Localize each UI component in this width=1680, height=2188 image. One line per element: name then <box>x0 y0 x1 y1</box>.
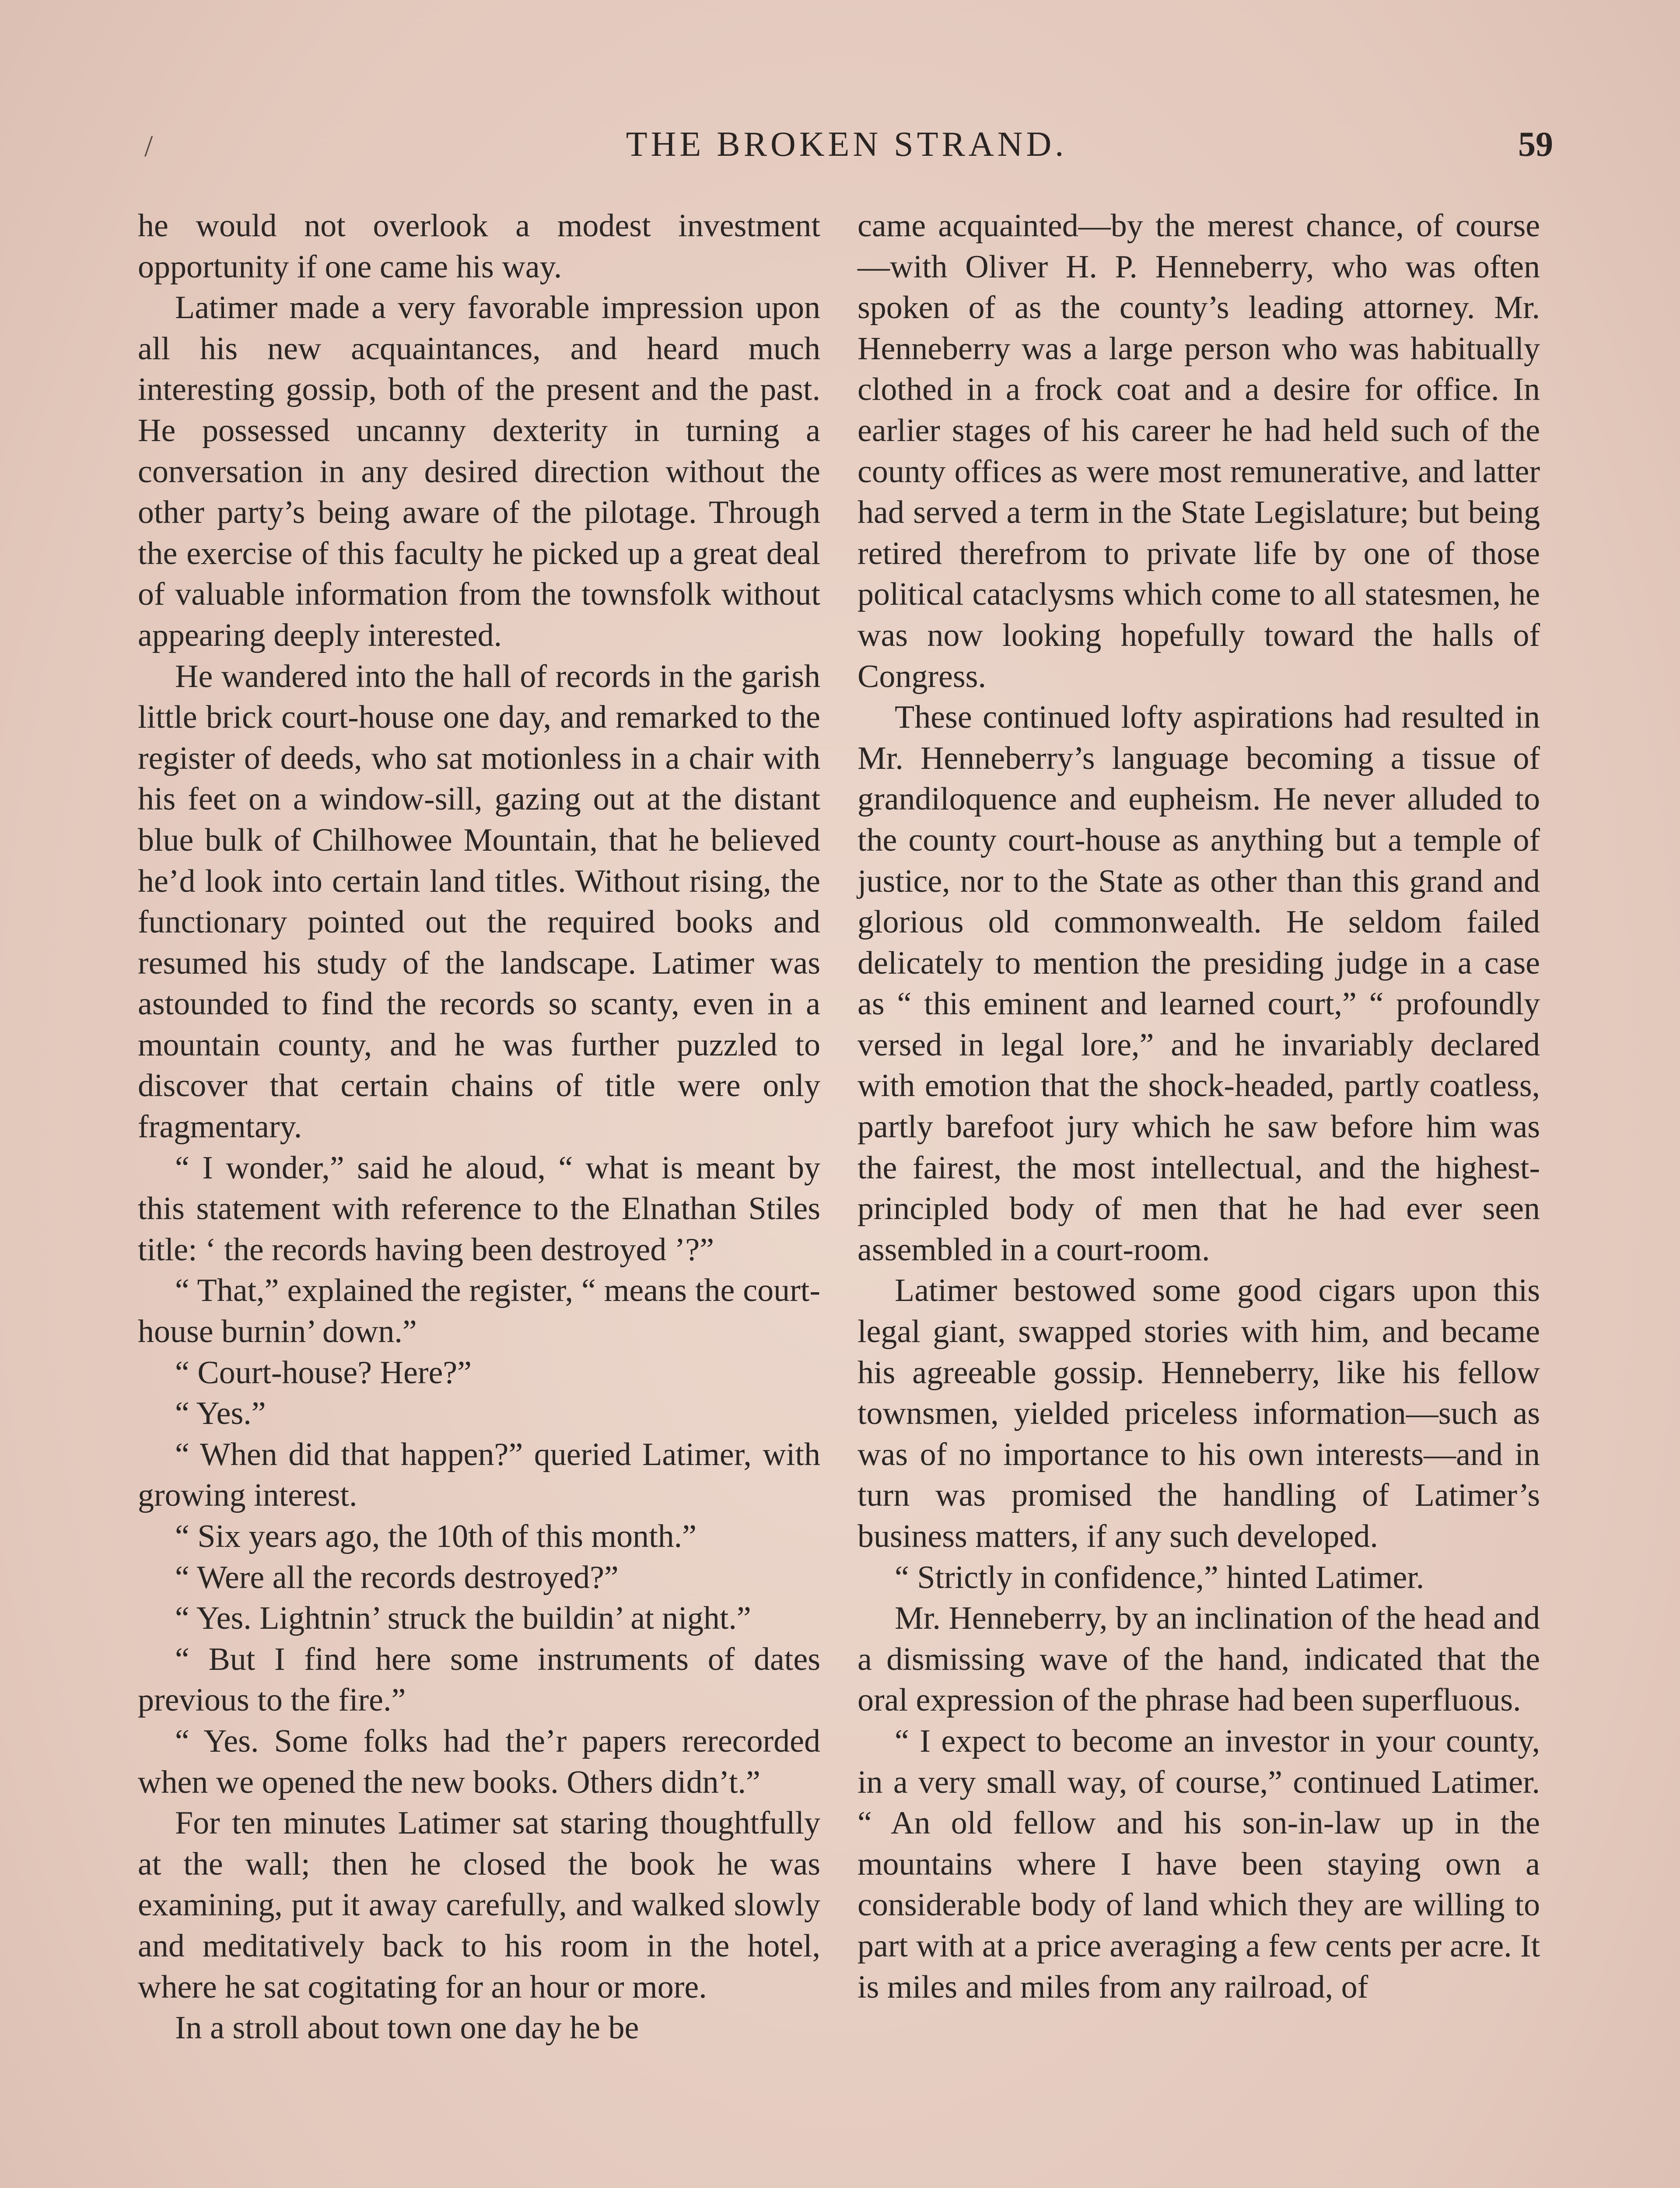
paragraph: “ Yes.” <box>175 1396 266 1432</box>
left-column <box>138 206 820 2049</box>
paragraph: “ That,” explained the register, “ means the court-house burnin’ down.” <box>138 1273 820 1350</box>
paragraph: Mr. Henneberry, by an inclination of the head and a dismissing wave of the hand, indicated that the oral expression of the phrase had been superfluous. <box>858 1600 1540 1718</box>
paragraph: “ I wonder,” said he aloud, “ what is meant by this statement with reference to the Elnathan Stiles title: ‘ the records having been destroyed ’?” <box>138 1150 820 1268</box>
paragraph: “ Yes. Lightnin’ struck the buildin’ at night.” <box>175 1600 751 1637</box>
margin-mark: / <box>144 130 153 163</box>
paragraph: “ Six years ago, the 10th of this month.” <box>175 1518 697 1554</box>
page-number: 59 <box>1518 125 1553 164</box>
paragraph: He wandered into the hall of records in the garish little brick court-house one day, and remarked to the register of deeds, who sat motionless in a chair with his feet on a window-sill, gazing out at the distant blue bulk of Chilhowee Mountain, that he believed he’d look into certain land titles. Without rising, the functionary pointed out the required books and resumed his study of the landscape. Latimer was astounded to find the records so scanty, even in a mountain county, and he was further puzzled to discover that certain chains of title were only fragmentary. <box>138 658 820 1145</box>
paragraph: “ But I find here some instruments of dates previous to the fire.” <box>138 1641 820 1718</box>
running-title: THE BROKEN STRAND. <box>626 125 1068 164</box>
paragraph: “ Strictly in confidence,” hinted Latimer. <box>895 1559 1424 1595</box>
paragraph: “ Court-house? Here?” <box>175 1354 472 1391</box>
paragraph: In a stroll about town one day he be <box>175 2010 639 2046</box>
paragraph: “ I expect to become an investor in your county, in a very small way, of course,” continued Latimer. “ An old fellow and his son-in-law up in the mountains where I have been staying own a considerable body of land which they are willing to part with at a price averaging a few cents per acre. It is miles and miles from any railroad, of <box>858 1723 1540 2005</box>
paragraph: Latimer made a very favorable impression upon all his new acquaintances, and heard much interesting gossip, both of the present and the past. He possessed uncanny dexterity in turning a conversation in any desired direction without the other party’s being aware of the pilotage. Through the exercise of this faculty he picked up a great deal of valuable information from the townsfolk without appearing deeply interested. <box>138 290 820 653</box>
paragraph: “ Were all the records destroyed?” <box>175 1559 619 1595</box>
paragraph: For ten minutes Latimer sat staring thoughtfully at the wall; then he closed the book he was examining, put it away carefully, and walked slowly and meditatively back to his room in the hotel, where he sat cogitating for an hour or more. <box>138 1805 820 2005</box>
paragraph: came acquainted—by the merest chance, of course—with Oliver H. P. Henneberry, who was often spoken of as the county’s leading attorney. Mr. Henneberry was a large person who was habitually clothed in a frock coat and a desire for office. In earlier stages of his career he had held such of the county offices as were most remunerative, and latter had served a term in the State Legislature; but being retired therefrom to private life by one of those political cataclysms which come to all statesmen, he was now looking hopefully toward the halls of Congress. <box>858 208 1540 694</box>
running-header <box>140 125 1553 177</box>
paragraph: “ When did that happen?” queried Latimer, with growing interest. <box>138 1436 820 1514</box>
paragraph: These continued lofty aspirations had resulted in Mr. Henneberry’s language becoming a tissue of grandiloquence and eupheism. He never alluded to the county court-house as anything but a temple of justice, nor to the State as other than this grand and glorious old commonwealth. He seldom failed delicately to mention the presiding judge in a case as “ this eminent and learned court,” “ profoundly versed in legal lore,” and he invariably declared with emotion that the shock-headed, partly coatless, partly barefoot jury which he saw before him was the fairest, the most intellectual, and the highest-principled body of men that he had ever seen assembled in a court-room. <box>858 699 1540 1268</box>
paragraph: Latimer bestowed some good cigars upon this legal giant, swapped stories with him, and became his agreeable gossip. Henneberry, like his fellow townsmen, yielded priceless information—such as was of no importance to his own interests—and in turn was promised the handling of Latimer’s business matters, if any such developed. <box>858 1273 1540 1554</box>
paragraph: he would not overlook a modest investment opportunity if one came his way. <box>138 208 820 285</box>
right-column <box>858 206 1540 2008</box>
paragraph: “ Yes. Some folks had the’r papers rerecorded when we opened the new books. Others didn’t.” <box>138 1723 820 1800</box>
